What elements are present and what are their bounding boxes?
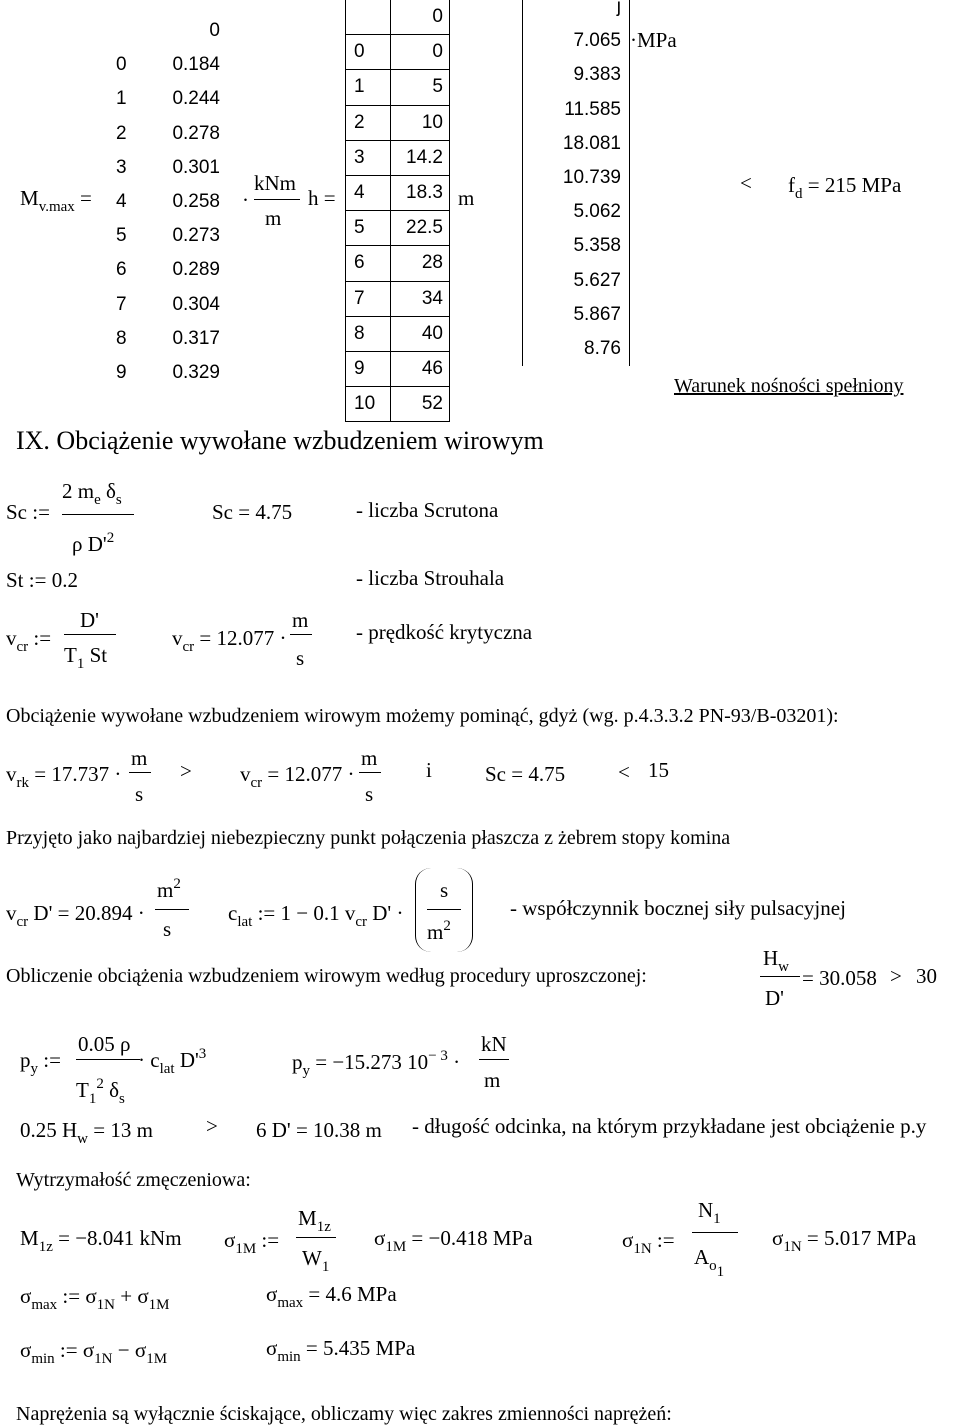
h-index-cell: 10: [346, 387, 391, 422]
mv-index-cell: 3: [116, 156, 127, 178]
stress-unit-text: MPa: [637, 28, 677, 52]
sc-num-a: 2 m: [62, 479, 95, 503]
py-den-base: T: [76, 1078, 89, 1102]
smax-plus: + σ: [115, 1284, 149, 1308]
sc-result: Sc = 4.75: [212, 500, 293, 524]
vcr-den-rest: St: [84, 643, 108, 667]
stress-value-cell: 9.383: [523, 58, 630, 92]
mv-table-row: [112, 117, 224, 151]
s1m-num-sub: 1z: [316, 1219, 331, 1235]
h-value-cell: 46: [391, 351, 450, 386]
product-label: v: [6, 901, 17, 925]
mv-table-row: [112, 151, 224, 185]
py-unit-den: m: [484, 1068, 501, 1092]
h-table-header: [346, 0, 450, 35]
s1n-assign: :=: [651, 1228, 675, 1252]
vcr-compare-unit-line: [359, 772, 381, 773]
mv-index-cell: 5: [116, 225, 127, 247]
length-gt: >: [206, 1114, 218, 1138]
stress-value-cell: 5.358: [523, 229, 630, 263]
ratio-num-sub: w: [778, 959, 790, 975]
h-value-cell: 18.3: [391, 175, 450, 210]
stress-unit: ·MPa: [630, 28, 677, 52]
py-den: [76, 1076, 125, 1107]
vcr-label: [6, 626, 52, 655]
mv-index-cell: 9: [116, 361, 127, 383]
s1m-result: [374, 1226, 533, 1255]
s1m-def: [224, 1228, 280, 1257]
mv-table: [112, 14, 224, 390]
s1n-res-value: = 5.017 MPa: [801, 1226, 917, 1250]
s1n-num-base: N: [698, 1198, 714, 1222]
stress-value-cell: 7.065: [523, 24, 630, 58]
ratio-den: D': [765, 986, 784, 1010]
h-unit: m: [458, 186, 475, 210]
s1n-den-sub2: 1: [716, 1264, 725, 1280]
py-mid-rest: D': [174, 1048, 199, 1072]
mv-value-cell: 0.304: [172, 293, 220, 315]
py-res-value: = −15.273 10: [310, 1050, 429, 1074]
s1n-den-sub: o: [709, 1258, 717, 1274]
mv-value-cell: 0.329: [172, 361, 220, 383]
vcr-compare-sub: cr: [250, 775, 263, 791]
s1m-den: [302, 1246, 330, 1275]
stress-value-cell: 11.585: [523, 93, 630, 127]
stress-table-row: [523, 58, 630, 92]
mv-index-cell: 6: [116, 259, 127, 281]
h-value-cell: 52: [391, 387, 450, 422]
h-value-cell: 10: [391, 105, 450, 140]
section-title: IX. Obciążenie wywołane wzbudzeniem wirowym: [16, 426, 544, 455]
product-unit-den: s: [163, 917, 172, 941]
h-index-cell: 4: [346, 175, 391, 210]
mv-value-cell: 0.258: [172, 191, 220, 213]
sc-den-sup: 2: [106, 530, 115, 546]
sc-desc: - liczba Scrutona: [356, 498, 499, 522]
s1m-res-label: σ: [374, 1226, 386, 1250]
smax-def: [20, 1284, 170, 1313]
compare-and: i: [426, 758, 432, 782]
footer-text: Naprężenia są wyłącznie ściskające, obliczamy więc zakres zmienności naprężeń:: [16, 1403, 672, 1425]
s1n-result: [772, 1226, 917, 1255]
clat-expr: $c_{lat}$ := 1 − 0.1 $v_{cr}$ D' ·: [228, 901, 404, 930]
py-mid: · $c_{lat}$ $D'^3$: [138, 1046, 207, 1077]
fd-sub: d: [795, 186, 803, 202]
mv-index-cell: 1: [116, 88, 127, 110]
s1m-num: [298, 1206, 331, 1235]
vcr-res-label: v: [172, 626, 183, 650]
mv-table-row: [112, 288, 224, 322]
fatigue-title: Wytrzymałość zmęczeniowa:: [16, 1169, 251, 1191]
fd-main: f: [788, 173, 795, 197]
mv-table-row: [112, 82, 224, 116]
py-result: $p_y = -15.273$ $10^{- 3}$ ·: [292, 1048, 461, 1079]
stress-value-cell: 5.867: [523, 298, 630, 332]
stress-value-cell: 5.627: [523, 264, 630, 298]
smin-res-label: σ: [266, 1336, 278, 1360]
py-unit-num: kN: [481, 1032, 507, 1056]
h-value-cell: 22.5: [391, 211, 450, 246]
smax-expr: := σ: [57, 1284, 97, 1308]
h-value-cell: 28: [391, 246, 450, 281]
h-index-cell: 3: [346, 140, 391, 175]
stress-table-row: [523, 264, 630, 298]
sc-den: ρ D': [72, 532, 107, 556]
smin-def-sub: min: [31, 1351, 55, 1367]
s1n-res-sub: 1N: [783, 1239, 802, 1255]
vcr-compare-expr: $v_{cr} = 12.077$ ·: [240, 762, 355, 791]
smax-def-label: σ: [20, 1284, 32, 1308]
h-table-row: [346, 175, 450, 210]
py-res-sub: y: [302, 1063, 310, 1079]
py-den-sup: 2: [96, 1076, 104, 1092]
smin-expr-sub: 1N: [94, 1351, 113, 1367]
mv-table-row: [112, 322, 224, 356]
smin-result: [266, 1336, 416, 1365]
h-table-row: [346, 105, 450, 140]
mv-index-cell: 4: [116, 191, 127, 213]
mv-unit-denominator: m: [265, 206, 282, 230]
py-label-main: p: [20, 1048, 31, 1072]
py-num: 0.05 ρ: [78, 1032, 131, 1056]
mv-eq: =: [80, 186, 92, 210]
mv-unit-numerator: kNm: [254, 171, 296, 195]
vrk-value: = 17.737: [29, 762, 110, 786]
s1m-def-sub: 1M: [235, 1241, 257, 1257]
mv-index-cell: 0: [116, 54, 127, 76]
mv-index-cell: 8: [116, 327, 127, 349]
mv-table-header: [112, 14, 224, 48]
compare-limit: 15: [648, 758, 669, 782]
compare-sc: Sc = 4.75: [485, 762, 566, 786]
ratio-line: [760, 976, 800, 977]
vcr-den-sub: 1: [76, 656, 85, 672]
s1n-num: [698, 1198, 721, 1227]
vcr-desc: - prędkość krytyczna: [356, 620, 533, 644]
h-table-row: [346, 140, 450, 175]
vcr-res-value: = 12.077: [194, 626, 275, 650]
smin-def-label: σ: [20, 1338, 32, 1362]
s1m-den-sub: 1: [321, 1259, 330, 1275]
mv-value-cell: 0.184: [172, 54, 220, 76]
clat-expr-text: := 1 − 0.1 v: [252, 901, 356, 925]
s1m-num-base: M: [298, 1206, 317, 1230]
product-desc: - współczynnik bocznej siły pulsacyjnej: [510, 896, 846, 920]
h-table: [345, 0, 450, 422]
mv-table-row: [112, 185, 224, 219]
s1n-line: [692, 1232, 738, 1233]
stress-value-cell: 8.76: [523, 332, 630, 366]
mv-unit-line: [254, 199, 300, 200]
length-right: 6 D' = 10.38 m: [256, 1118, 382, 1142]
s1n-def-label: σ: [622, 1228, 634, 1252]
stress-value-cell: 5.062: [523, 195, 630, 229]
h-value-cell: 34: [391, 281, 450, 316]
py-mid-c: c: [145, 1048, 160, 1072]
mv-value-cell: 0.317: [172, 327, 220, 349]
smin-def: [20, 1338, 168, 1367]
stress-table-row: [523, 24, 630, 58]
vcr-unit-line: [290, 634, 312, 635]
h-table-row: [346, 316, 450, 351]
py-den-rest: δ: [103, 1078, 119, 1102]
h-index-cell: 1: [346, 70, 391, 105]
s1m-assign: :=: [256, 1228, 280, 1252]
product-expr: $v_{cr}$ D' = 20.894 ·: [6, 901, 145, 930]
s1n-def: [622, 1228, 675, 1257]
mv-value-cell: 0.289: [172, 259, 220, 281]
stress-table-row: [523, 195, 630, 229]
smax-res-sub: max: [277, 1295, 304, 1311]
h-label: h =: [308, 186, 336, 210]
h-header-empty: [346, 0, 391, 35]
h-table-row: [346, 70, 450, 105]
s1n-num-sub: 1: [713, 1211, 721, 1227]
length-left-sub: w: [77, 1131, 89, 1147]
py-mid-sup: 3: [198, 1046, 207, 1062]
s1n-def-sub: 1N: [633, 1241, 652, 1257]
compare-gt: >: [180, 759, 192, 783]
py-den-sub: 1: [88, 1091, 97, 1107]
stress-value-cell: 18.081: [523, 127, 630, 161]
clat-rest: D': [367, 901, 392, 925]
clat-label: c: [228, 901, 238, 925]
vrk-expr: $v_{rk} = 17.737$ ·: [6, 762, 122, 791]
mv-header-empty: [112, 14, 148, 48]
stress-table-row: [523, 93, 630, 127]
st-label: St := 0.2: [6, 568, 78, 592]
s1n-res-label: σ: [772, 1226, 784, 1250]
st-desc: - liczba Strouhala: [356, 566, 505, 590]
fd-expr: [788, 173, 902, 202]
vrk-unit-den: s: [135, 782, 144, 806]
s1m-def-label: σ: [224, 1228, 236, 1252]
mv-table-row: [112, 48, 224, 82]
sc-num-a-sub: e: [94, 492, 101, 508]
s1m-res-sub: 1M: [385, 1239, 407, 1255]
py-res-exp: − 3: [428, 1048, 448, 1064]
smin-res-sub: min: [277, 1349, 301, 1365]
vcr-label-sub: cr: [16, 639, 29, 655]
stress-header-cell: j: [523, 0, 630, 24]
py-label: [20, 1048, 61, 1077]
length-left-base: 0.25 H: [20, 1118, 78, 1142]
vcr-unit-den: s: [296, 646, 305, 670]
product-label-sub: cr: [16, 914, 29, 930]
sc-num-b-sub: s: [115, 492, 122, 508]
py-label-sub: y: [30, 1061, 38, 1077]
length-left-rest: = 13 m: [88, 1118, 153, 1142]
s1m-line: [296, 1237, 336, 1238]
ratio-gt: >: [890, 964, 902, 988]
mv-unit-dot: ·: [242, 188, 249, 212]
h-header-cell: 0: [391, 0, 450, 35]
note-3: Obliczenie obciążenia wzbudzeniem wirowym według procedury uproszczonej:: [6, 965, 647, 987]
stress-table-header: [523, 0, 630, 24]
mv-table-row: [112, 356, 224, 390]
h-index-cell: 7: [346, 281, 391, 316]
product-value: D' = 20.894: [28, 901, 133, 925]
h-index-cell: 2: [346, 105, 391, 140]
clat-v-sub: cr: [355, 914, 368, 930]
vcr-res-sub: cr: [182, 639, 195, 655]
s1m-den-base: W: [302, 1246, 322, 1270]
stress-table-row: [523, 332, 630, 366]
h-index-cell: 6: [346, 246, 391, 281]
stress-table-row: [523, 161, 630, 195]
h-index-cell: 9: [346, 351, 391, 386]
stress-table: [522, 0, 630, 366]
smax-res-value: = 4.6 MPa: [303, 1282, 397, 1306]
smax-def-sub: max: [31, 1297, 58, 1313]
h-table-row: [346, 351, 450, 386]
s1n-den-base: A: [694, 1245, 710, 1269]
mv-table-row: [112, 219, 224, 253]
mv-header-cell: 0: [209, 20, 220, 42]
smax-expr-sub: 1N: [96, 1297, 115, 1313]
s1n-den: [694, 1245, 725, 1280]
s1m-res-value: = −0.418 MPa: [406, 1226, 533, 1250]
smin-minus: − σ: [112, 1338, 147, 1362]
vcr-line: [64, 634, 116, 635]
vcr-compare-value: = 12.077: [262, 762, 343, 786]
py-den-rest-sub: s: [118, 1091, 125, 1107]
h-table-row: [346, 387, 450, 422]
stress-table-row: [523, 127, 630, 161]
clat-frac-den-base: m: [427, 920, 444, 944]
vrk-label: v: [6, 762, 17, 786]
mv-table-row: [112, 253, 224, 287]
mv-index-cell: 7: [116, 293, 127, 315]
h-table-row: [346, 246, 450, 281]
ratio-limit: 30: [916, 964, 937, 988]
vrk-unit-num: m: [131, 746, 148, 770]
vcr-denominator: [64, 643, 108, 672]
mv-label-sub: v.max: [38, 199, 75, 215]
clat-sub: lat: [237, 914, 253, 930]
h-value-cell: 5: [391, 70, 450, 105]
h-index-cell: 0: [346, 35, 391, 70]
product-unit-num: [157, 876, 181, 902]
note-1: Obciążenie wywołane wzbudzeniem wirowym możemy pominąć, gdyż (wg. p.4.3.3.2 PN-93/B-03201):: [6, 705, 839, 727]
vcr-den: T: [64, 643, 77, 667]
sc-label: Sc :=: [6, 500, 50, 524]
clat-frac-den: [427, 918, 451, 944]
vcr-label-main: v: [6, 626, 17, 650]
vcr-numerator: D': [80, 608, 99, 632]
h-table-row: [346, 211, 450, 246]
ratio-num-base: H: [763, 946, 779, 970]
h-table-row: [346, 281, 450, 316]
stress-value-cell: 10.739: [523, 161, 630, 195]
condition-text: Warunek nośności spełniony: [674, 375, 904, 397]
sc-num-b: δ: [100, 479, 116, 503]
vcr-result: $v_{cr} = 12.077$ ·: [172, 626, 287, 655]
h-value-cell: 40: [391, 316, 450, 351]
sc-numerator: [62, 479, 122, 508]
vrk-unit-line: [129, 772, 151, 773]
sc-denominator: [72, 530, 115, 556]
ratio-value: = 30.058: [802, 966, 877, 990]
mv-value-cell: 0.278: [172, 122, 220, 144]
sc-line: [62, 514, 134, 515]
mv-label: [20, 186, 92, 215]
smax-result: [266, 1282, 397, 1311]
h-value-cell: 14.2: [391, 140, 450, 175]
product-unit-line: [155, 909, 189, 910]
py-line: [76, 1059, 140, 1060]
length-left: [20, 1118, 153, 1147]
smin-expr: := σ: [54, 1338, 95, 1362]
mv-label-main: M: [20, 186, 39, 210]
py-assign: :=: [38, 1048, 61, 1072]
product-unit-num-sup: 2: [173, 876, 181, 892]
product-unit-num-base: m: [157, 878, 174, 902]
mv-value-cell: 0.244: [172, 88, 220, 110]
py-unit-line: [479, 1059, 509, 1060]
h-table-row: [346, 35, 450, 70]
stress-table-row: [523, 298, 630, 332]
py-mid-sub: lat: [159, 1061, 175, 1077]
compare-lt: <: [618, 760, 630, 784]
length-desc: - długość odcinka, na którym przykładane jest obciążenie p.y: [412, 1114, 927, 1138]
smin-minus-sub: 1M: [146, 1351, 168, 1367]
fd-value: = 215 MPa: [807, 173, 902, 197]
m1z-value: = −8.041 kNm: [52, 1226, 182, 1250]
vcr-compare-unit-num: m: [361, 746, 378, 770]
stress-table-row: [523, 229, 630, 263]
h-index-cell: 8: [346, 316, 391, 351]
h-value-cell: 0: [391, 35, 450, 70]
mv-value-cell: 0.301: [172, 156, 220, 178]
vcr-unit-num: m: [292, 608, 309, 632]
vcr-compare-unit-den: s: [365, 782, 374, 806]
m1z-label: M: [20, 1226, 39, 1250]
clat-frac-den-sup: 2: [443, 918, 451, 934]
m1z-expr: [20, 1226, 182, 1255]
mv-value-cell: 0.273: [172, 225, 220, 247]
fd-lt: <: [740, 171, 752, 195]
vrk-sub: rk: [16, 775, 29, 791]
clat-frac-num: s: [440, 878, 449, 902]
h-index-cell: 5: [346, 211, 391, 246]
note-2: Przyjęto jako najbardziej niebezpieczny punkt połączenia płaszcza z żebrem stopy komina: [6, 827, 731, 849]
smin-res-value: = 5.435 MPa: [300, 1336, 416, 1360]
py-res-label: p: [292, 1050, 303, 1074]
smax-res-label: σ: [266, 1282, 278, 1306]
vcr-compare-label: v: [240, 762, 251, 786]
m1z-sub: 1z: [38, 1239, 53, 1255]
mv-index-cell: 2: [116, 122, 127, 144]
clat-frac-line: [427, 909, 461, 910]
smax-plus-sub: 1M: [148, 1297, 170, 1313]
vcr-assign: :=: [28, 626, 52, 650]
ratio-num: [763, 946, 790, 975]
